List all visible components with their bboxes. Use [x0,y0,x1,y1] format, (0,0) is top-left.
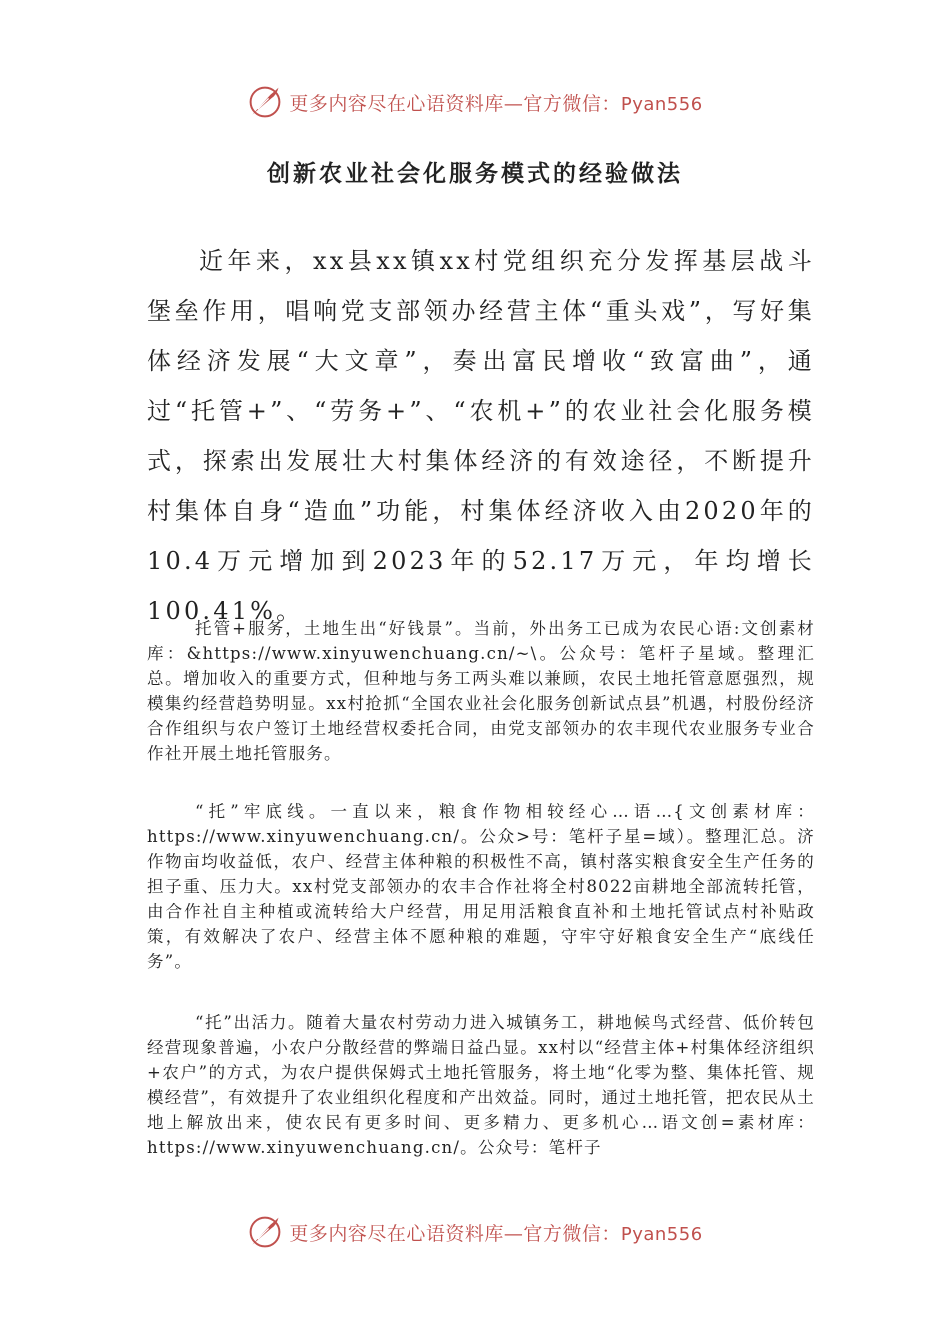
header-banner [0,82,950,122]
banner-text [289,89,702,116]
body-paragraph-3: “托”出活力。随着大量农村劳动力进入城镇务工，耕地候鸟式经营、低价转包经营现象普遍，小农户分散经营的弊端日益凸显。xx村以“经营主体+村集体经济组织+农户”的方式，为农户提供保姆式土地托管服务，将土地“化零为整、集体托管、规模经营”，有效提升了农业组织化程度和产出效益。同时，通过土地托管，把农民从土地上解放出来，使农民有更多时间、更多精力、更多机心…语文创=素材库：https://www.xinyuwenchuang.cn/。公众号：笔杆子 [147,1013,815,1157]
quill-pen-logo-icon [247,1214,283,1250]
banner-slogan: 更多内容尽在心语资料库—官方微信： [289,1222,621,1245]
body-paragraph-1: 托管+服务，土地生出“好钱景”。当前，外出务工已成为农民心语:文创素材库：&https://www.xinyuwenchuang.cn/~\。公众号：笔杆子星域。整理汇总。增加收入的重要方式，但种地与务工两头难以兼顾，农民土地托管意愿强烈，规模集约经营趋势明显。xx村抢抓“全国农业社会化服务创新试点县”机遇，村股份经济合作组织与农户签订土地经营权委托合同，由党支部领办的农丰现代农业服务专业合作社开展土地托管服务。 [147,619,815,763]
banner-slogan: 更多内容尽在心语资料库—官方微信： [289,92,621,115]
banner-wechat-id: Pyan556 [620,93,703,115]
page-title: 创新农业社会化服务模式的经验做法 [267,160,683,187]
banner-text [289,1219,702,1246]
banner-wechat-id: Pyan556 [620,1223,703,1245]
quill-pen-logo-icon [247,84,283,120]
footer-banner [0,1212,950,1252]
body-paragraph-2: “托”牢底线。一直以来，粮食作物相较经心…语…{文创素材库：https://www.xinyuwenchuang.cn/。公众>号：笔杆子星=域）。整理汇总。济作物亩均收益低，农户、经营主体种粮的积极性不高，镇村落实粮食安全生产任务的担子重、压力大。xx村党支部领办的农丰合作社将全村8022亩耕地全部流转托管，由合作社自主种植或流转给大户经营，用足用活粮食直补和土地托管试点村补贴政策，有效解决了农户、经营主体不愿种粮的难题，守牢守好粮食安全生产“底线任务”。 [147,802,815,971]
lead-paragraph: 近年来，xx县xx镇xx村党组织充分发挥基层战斗堡垒作用，唱响党支部领办经营主体“重头戏”，写好集体经济发展“大文章”，奏出富民增收“致富曲”，通过“托管+”、“劳务+”、“农机+”的农业社会化服务模式，探索出发展壮大村集体经济的有效途径，不断提升村集体自身“造血”功能，村集体经济收入由2020年的10.4万元增加到2023年的52.17万元，年均增长100.41%。 [147,247,815,625]
